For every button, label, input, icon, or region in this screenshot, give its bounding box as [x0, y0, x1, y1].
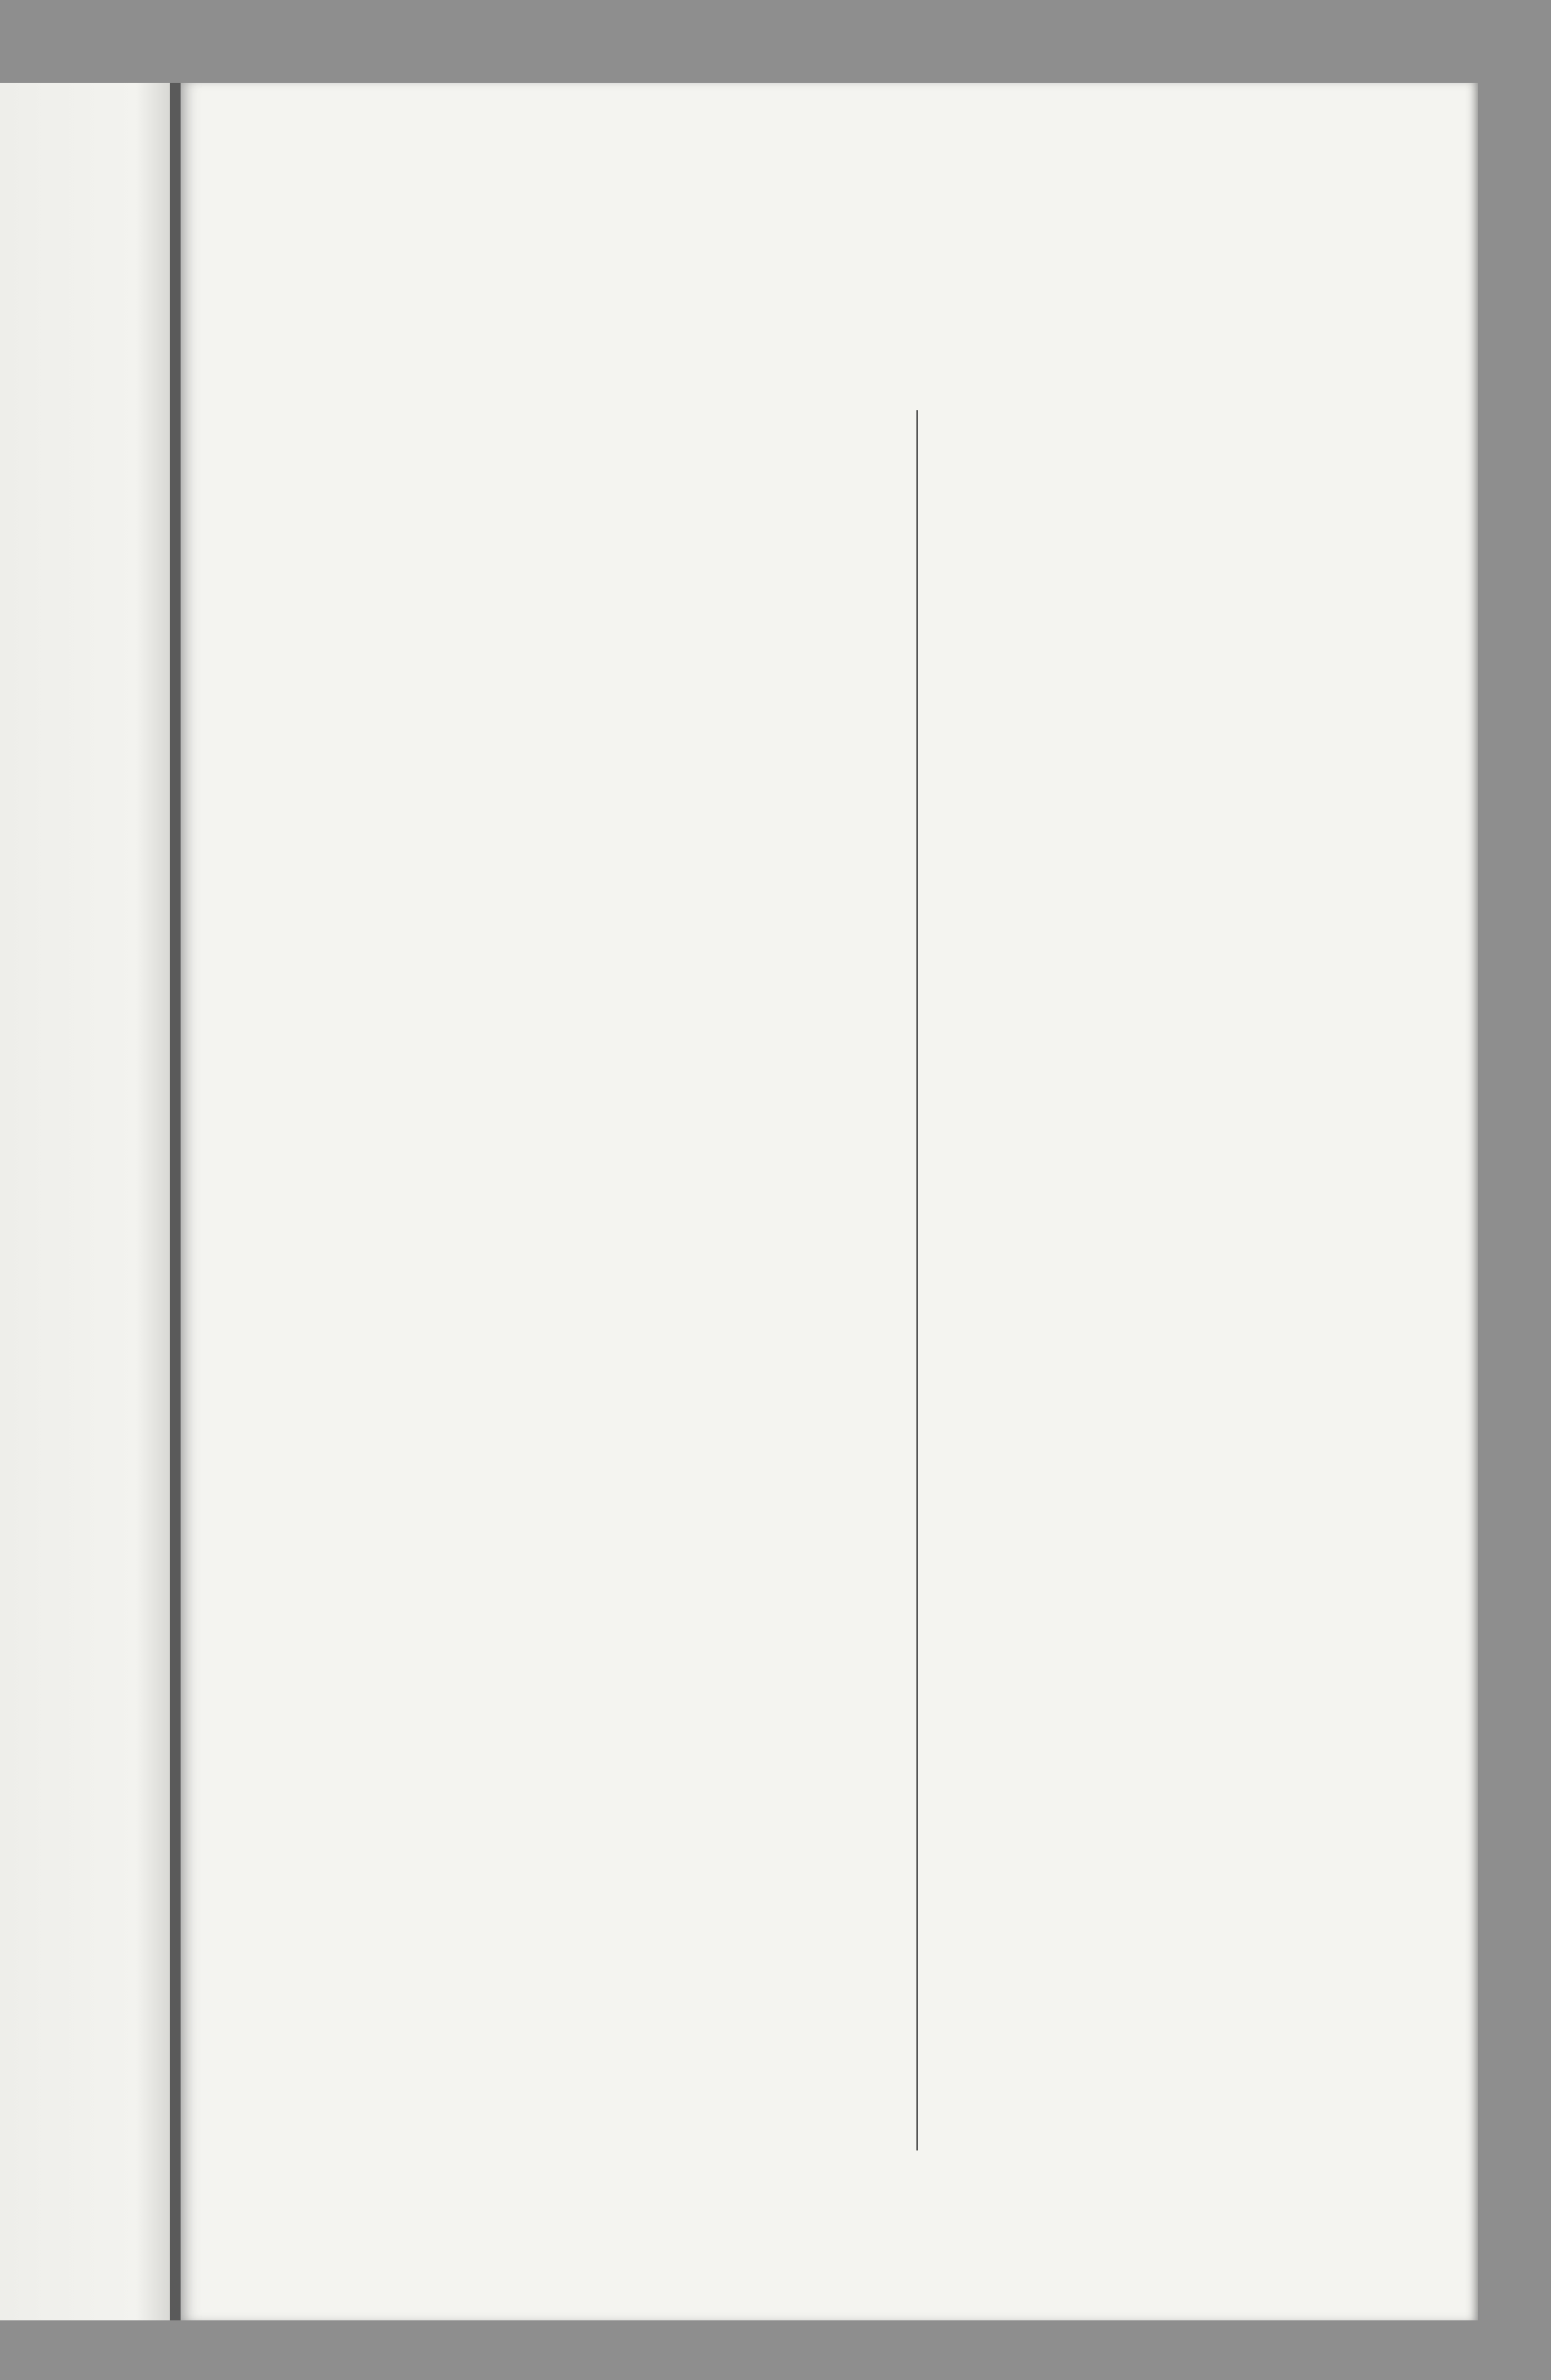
right-column	[926, 418, 1440, 452]
left-column	[263, 410, 910, 443]
book-gutter	[170, 83, 181, 2320]
column-divider	[916, 410, 918, 2150]
book-page	[181, 83, 1478, 2320]
currency-header-left	[346, 410, 910, 443]
currency-header-right	[926, 418, 1440, 452]
previous-page-edge	[0, 83, 170, 2320]
